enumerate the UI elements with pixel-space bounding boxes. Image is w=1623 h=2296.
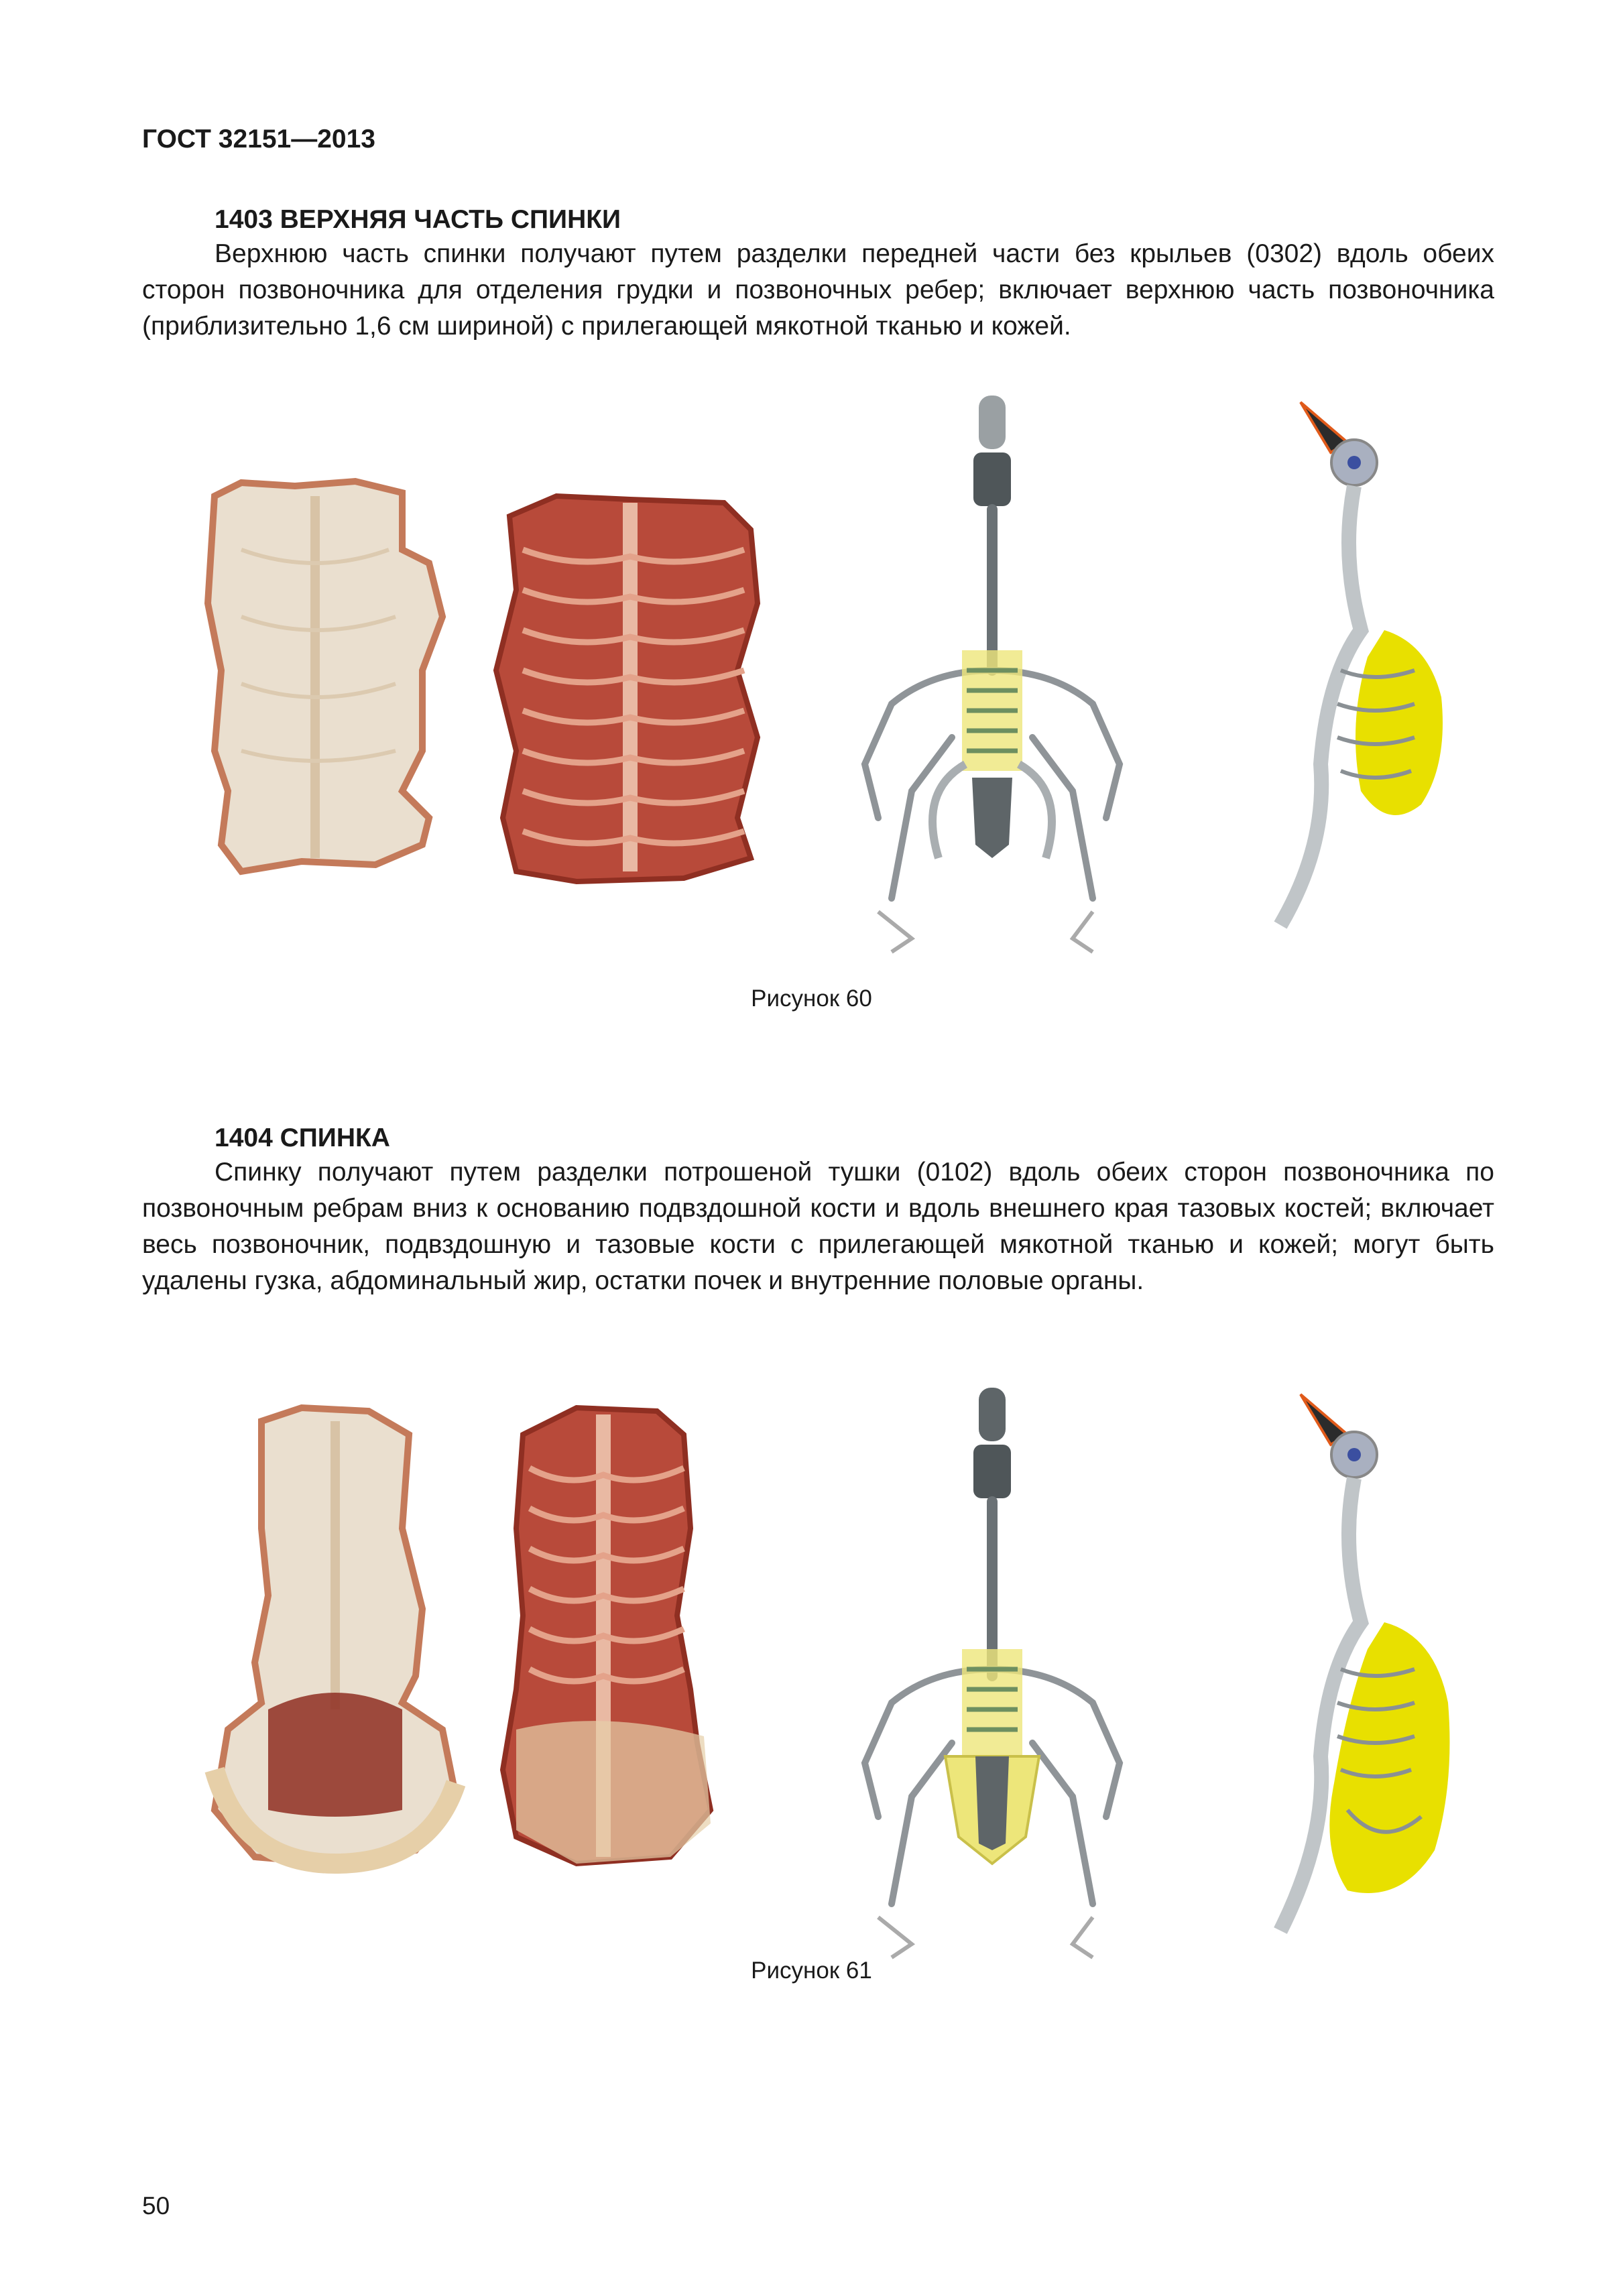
section-text-1403 (142, 236, 1494, 345)
page-number: 50 (142, 2192, 170, 2220)
figure-61-caption: Рисунок 61 (751, 1957, 872, 1984)
figure-61-skeleton-front (851, 1381, 1133, 1957)
section-title-1404: 1404 СПИНКА (215, 1124, 390, 1152)
skin-side-cut-photo (208, 481, 442, 871)
figure-60-skeleton-side (1267, 389, 1482, 952)
document-code: ГОСТ 32151—2013 (142, 125, 375, 154)
section-paragraph: Спинку получают путем разделки потрошеной тушки (0102) вдоль обеих сторон позвоночника по позвоночным ребрам вниз к основанию подвздошной кости и вдоль внешнего края тазовых костей; включает весь позвоночник, подвздошную и тазовые кости с прилегающей мякотной тканью и кожей; могут быть удалены гузка, абдоминальный жир, остатки почек и внутренние половые органы. (142, 1158, 1494, 1295)
figure-60-photos (201, 469, 778, 898)
figure-61-photos (201, 1394, 778, 1877)
figure-60-caption: Рисунок 60 (751, 985, 872, 1012)
figure-61-skeleton-side (1267, 1381, 1482, 1957)
section-title-1403: 1403 ВЕРХНЯЯ ЧАСТЬ СПИНКИ (215, 205, 621, 234)
section-paragraph: Верхнюю часть спинки получают путем разделки передней части без крыльев (0302) вдоль обеих сторон позвоночника для отделения грудки и позвоночных ребер; включает верхнюю часть позвоночника (приблизительно 1,6 см шириной) с прилегающей мякотной тканью и кожей. (142, 239, 1494, 341)
figure-60-skeleton-front (851, 389, 1133, 952)
section-text-1404 (142, 1154, 1494, 1299)
